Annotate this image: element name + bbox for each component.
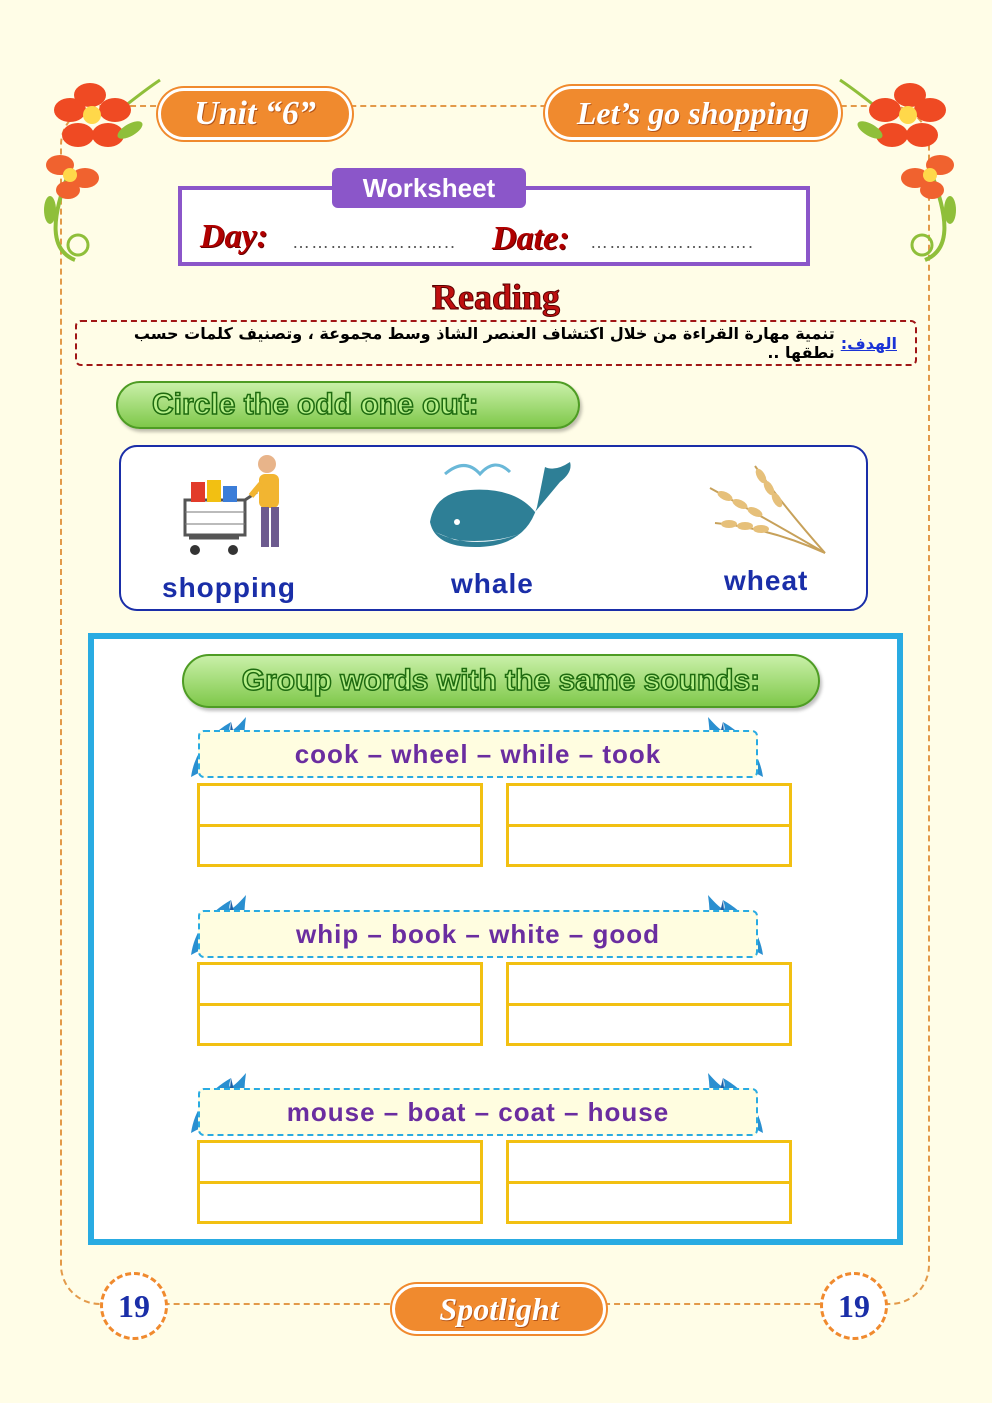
answer-box-1b[interactable] [506, 783, 792, 867]
word-group-1: cook – wheel – while – took [198, 730, 758, 778]
answer-box-3a[interactable] [197, 1140, 483, 1224]
wheat-image[interactable] [695, 458, 835, 563]
whale-image[interactable] [425, 452, 575, 557]
flower-decoration-right [830, 70, 970, 270]
date-blank[interactable]: ……………….……. [590, 232, 755, 252]
date-label: Date: [492, 220, 570, 257]
answer-box-1a[interactable] [197, 783, 483, 867]
answer-box-2a[interactable] [197, 962, 483, 1046]
page-number-right: 19 [820, 1272, 888, 1340]
answer-box-2b[interactable] [506, 962, 792, 1046]
word-group-2: whip – book – white – good [198, 910, 758, 958]
day-label: Day: [200, 218, 268, 255]
shopping-cart-image[interactable] [175, 452, 305, 562]
odd-word-1[interactable]: shopping [162, 572, 296, 603]
odd-word-2[interactable]: whale [451, 568, 534, 599]
aim-text: تنمية مهارة القراءة من خلال اكتشاف العنصر الشاذ وسط مجموعة ، وتصنيف كلمات حسب نطقها .. [133, 324, 835, 362]
aim-label: الهدف: [840, 333, 897, 353]
word-group-3: mouse – boat – coat – house [198, 1088, 758, 1136]
unit-label: Unit “6” [158, 88, 352, 140]
worksheet-title: Worksheet [332, 168, 526, 208]
topic-label: Let’s go shopping [545, 86, 841, 140]
day-blank[interactable]: …………………….. [292, 232, 457, 252]
footer-brand: Spotlight [392, 1284, 606, 1334]
page-number-left: 19 [100, 1272, 168, 1340]
grouping-instruction: Group words with the same sounds: [182, 654, 820, 708]
answer-box-3b[interactable] [506, 1140, 792, 1224]
odd-word-3[interactable]: wheat [724, 565, 809, 596]
section-title: Reading [431, 277, 561, 317]
odd-one-out-instruction: Circle the odd one out: [116, 381, 580, 429]
flower-decoration-left [30, 70, 170, 270]
aim-statement [75, 320, 917, 366]
